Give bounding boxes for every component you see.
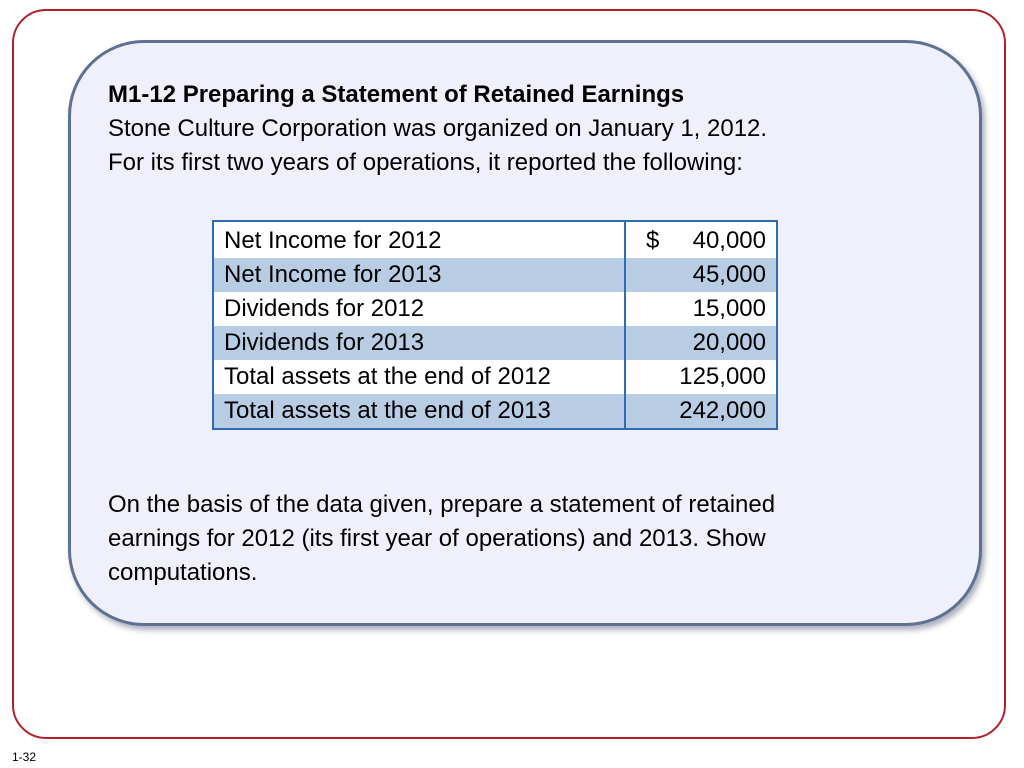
financial-data-table	[212, 220, 778, 430]
intro-line-1: Stone Culture Corporation was organized on January 1, 2012.	[108, 115, 768, 142]
row-value: 20,000	[625, 326, 777, 360]
instructions-line-3: computations.	[108, 559, 258, 586]
row-label: Total assets at the end of 2012	[213, 360, 625, 394]
row-value: 45,000	[625, 258, 777, 292]
table-row	[213, 258, 777, 292]
instructions	[108, 488, 775, 590]
problem-title: M1-12 Preparing a Statement of Retained Earnings	[108, 81, 685, 108]
row-label: Dividends for 2013	[213, 326, 625, 360]
row-value: 125,000	[679, 363, 766, 390]
problem-intro	[108, 78, 767, 180]
row-value: 40,000	[692, 227, 766, 254]
table-row	[213, 360, 777, 394]
row-label: Total assets at the end of 2013	[213, 394, 625, 429]
page-number: 1-32	[12, 750, 37, 764]
row-label: Dividends for 2012	[213, 292, 625, 326]
table-row	[213, 292, 777, 326]
currency-symbol: $	[646, 227, 660, 254]
row-value: 15,000	[692, 295, 766, 322]
table-row	[213, 394, 777, 429]
row-value-cell	[625, 221, 777, 258]
table-row	[213, 326, 777, 360]
row-value: 242,000	[625, 394, 777, 429]
table-row	[213, 221, 777, 258]
row-label: Net Income for 2013	[213, 258, 625, 292]
instructions-line-1: On the basis of the data given, prepare a statement of retained	[108, 491, 776, 518]
intro-line-2: For its first two years of operations, it reported the following:	[108, 149, 743, 176]
row-label: Net Income for 2012	[213, 221, 625, 258]
instructions-line-2: earnings for 2012 (its first year of operations) and 2013. Show	[108, 525, 766, 552]
